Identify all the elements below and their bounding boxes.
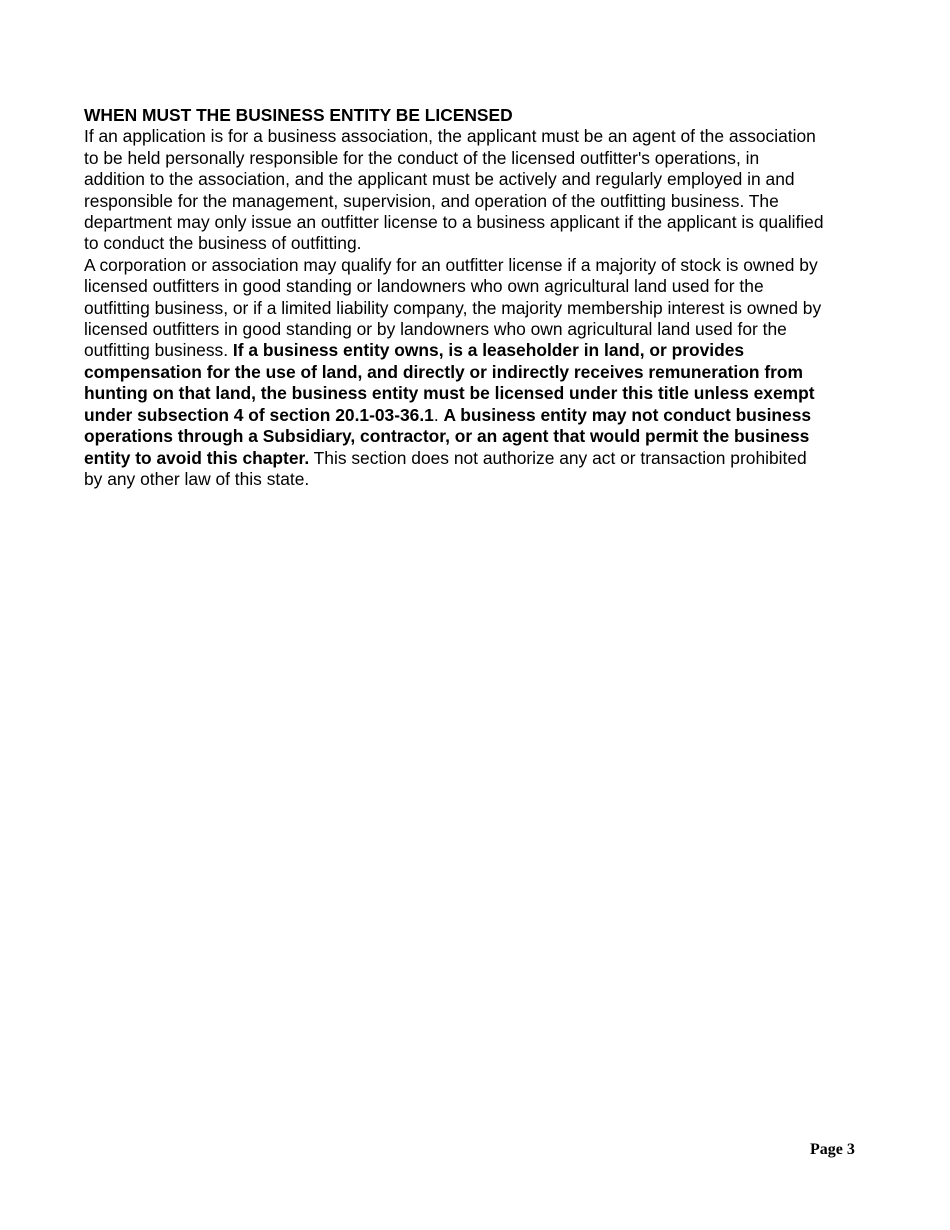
paragraph-text: . [433, 404, 444, 425]
bold-subsidiary-restriction: A business entity may not conduct business operations through a Subsidiary, contractor, or an agent that would permit the business entity to avoid this chapter. [84, 404, 812, 468]
page-number: Page 3 [810, 1141, 855, 1158]
section-heading: WHEN MUST THE BUSINESS ENTITY BE LICENSED [84, 105, 513, 125]
bold-licensing-requirement: If a business entity owns, is a leaseholder in land, or provides compensation for the use of land, and directly or indirectly receives remuneration from hunting on that land, the business entity must be licensed under this title unless exempt under subsection 4 of section 20.1-03-36.1 [84, 340, 815, 425]
paragraph-text: This section does not authorize any act or transaction prohibited by any other law of this state. [84, 447, 807, 489]
paragraph-corporation-qualification [84, 255, 824, 490]
paragraph-business-association: If an application is for a business association, the applicant must be an agent of the association to be held personally responsible for the conduct of the licensed outfitter's operations, in addition to the association, and the applicant must be actively and regularly employed in and responsible for the management, supervision, and operation of the outfitting business. The department may only issue an outfitter license to a business applicant if the applicant is qualified to conduct the business of outfitting. [84, 126, 824, 254]
paragraph-text: A corporation or association may qualify for an outfitter license if a majority of stock is owned by licensed outfitters in good standing or landowners who own agricultural land used for the outfitting business, or if a limited liability company, the majority membership interest is owned by licensed outfitters in good standing or by landowners who own agricultural land used for the outfitting business. [84, 254, 822, 361]
document-body [84, 105, 824, 490]
